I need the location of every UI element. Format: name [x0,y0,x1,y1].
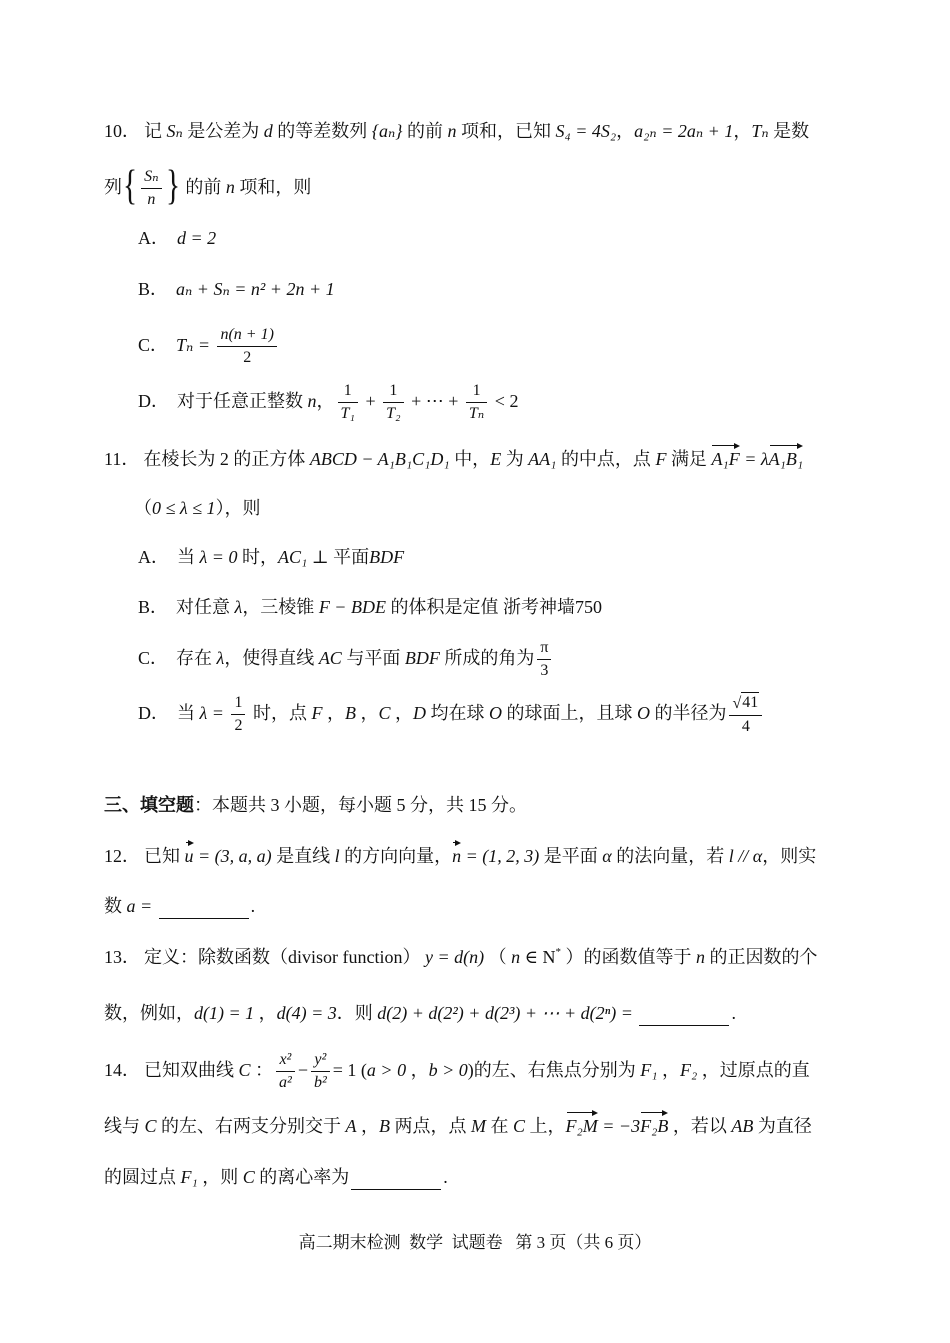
fraction-denominator: T₁ [340,404,355,422]
q10-line-1 [104,108,809,156]
vector-u: u [185,839,194,868]
math-expression: n [307,391,317,412]
math-expression: λ = 0 [199,547,238,568]
vector-n: n [452,839,461,868]
fraction-numerator: π [537,638,551,659]
math-expression: = (1, 2, 3) [461,846,540,867]
fraction [383,381,403,422]
question-text: 中， [449,449,491,470]
math-expression: F [311,703,323,724]
math-expression: λ [216,648,225,669]
question-text: 是公差为 [182,121,264,142]
question-text: ： [250,1060,274,1081]
math-expression: C [378,703,391,724]
math-expression: y = d(n) [425,947,485,968]
math-expression: AA₁ [528,449,557,470]
right-brace: } [165,163,180,209]
fraction-numerator: y² [311,1050,330,1071]
math-expression: aₙ + Sₙ = n² + 2n + 1 [176,279,335,300]
question-text: 线与 [104,1116,145,1137]
question-text: 的半径为 [649,703,727,724]
question-text: 的中点，点 [556,449,656,470]
q13-line-1 [104,934,817,982]
question-text: ， [355,703,379,724]
question-text: （ [134,498,152,519]
section-description: ：本题共 3 小题，每小题 5 分，共 15 分。 [194,795,527,816]
fraction-denominator: T₂ [386,404,401,422]
question-text: ， [322,703,345,724]
q12-line-2 [104,883,255,931]
math-operator: + ⋯ + [406,391,463,412]
fraction-numerator: Sₙ [141,167,161,188]
math-expression: F₂ [680,1060,698,1081]
question-text: 与平面 [341,648,405,669]
q13-line-2 [104,990,736,1038]
question-text: 项和，已知 [456,121,556,142]
question-text: 记 [144,121,167,142]
fraction [276,1050,295,1091]
question-text: 的离心率为 [254,1167,350,1188]
question-text: ， [657,1060,680,1081]
question-text: ， [390,703,413,724]
q14-line-2 [104,1103,812,1151]
question-text: ，若以 [668,1116,732,1137]
math-expression: F₁ [640,1060,658,1081]
fraction-denominator: 2 [243,348,252,366]
fraction [537,638,551,679]
radical-sign: √ [732,695,742,713]
fraction-numerator: 1 [383,381,403,402]
question-text: 时， [237,547,278,568]
question-text: ），则 [215,498,261,519]
option-label: C． [138,648,169,669]
option-label: B． [138,597,169,618]
math-expression: C [513,1116,526,1137]
math-expression: BDF [404,648,440,669]
question-text: 时，点 [248,703,312,724]
math-expression: S₄ = 4S₂ [555,121,617,142]
question-text: 两点，点 [390,1116,472,1137]
question-text: ， [406,1060,429,1081]
question-text: 列 [104,177,122,198]
fraction-denominator: b² [313,1073,327,1091]
question-text: ，过原点的直 [697,1060,810,1081]
q11-option-c [138,635,554,683]
question-text: 的体积是定值 [385,597,503,618]
fraction-numerator: 1 [466,381,487,402]
question-text: 的等差数列 [272,121,372,142]
math-expression: AC₁ ⊥ [277,547,334,568]
question-text: ， [316,391,335,412]
radicand: 41 [742,694,759,712]
question-text: 的方向向量， [339,846,453,867]
question-text: . [250,896,256,917]
q11-option-d [138,690,765,738]
math-expression: b > 0 [428,1060,468,1081]
math-expression: n [225,177,235,198]
question-number: 11． [104,449,140,470]
page-footer: 高二期末检测 数学 试题卷 第 3 页（共 6 页） [298,1233,652,1252]
q10-line-2 [104,164,311,212]
math-expression: O [636,703,650,724]
fraction [141,167,161,208]
question-text: 对于任意正整数 [177,391,308,412]
math-expression: B [379,1116,391,1137]
q10-option-b [138,266,335,314]
question-text: 的前 [180,177,226,198]
question-text: 上， [525,1116,566,1137]
math-expression: M [471,1116,487,1137]
vector-f2m: F₂M [566,1109,598,1138]
question-text: 为直径 [753,1116,812,1137]
question-text: 存在 [176,648,217,669]
fraction [311,1050,330,1091]
option-label: A． [138,547,169,568]
math-expression: {aₙ} [371,121,403,142]
math-operator: − [297,1060,308,1081]
math-expression: α [602,846,612,867]
option-label: A． [138,228,169,249]
math-expression: d(4) = 3 [276,1003,337,1024]
question-text: 当 [177,547,200,568]
answer-blank [159,896,249,919]
question-text: 数，例如， [104,1003,194,1024]
math-expression: O [488,703,502,724]
q11-line-2 [134,485,261,533]
question-text: ， [254,1003,277,1024]
option-label: D． [138,391,169,412]
question-text: )的左、右焦点分别为 [467,1060,641,1081]
question-number: 13． [104,947,140,968]
question-text: 平面 [333,547,370,568]
math-expression: = 1 ( [332,1060,367,1081]
fraction-numerator: 1 [338,381,358,402]
fraction-numerator [729,692,762,715]
math-expression: l // α [728,846,763,867]
question-text: 是数 [768,121,810,142]
section-header [104,782,527,830]
math-expression: < 2 [490,391,519,412]
question-text: . [731,1003,736,1024]
inline-watermark-text: 浙考神墙750 [502,597,602,618]
math-expression: d = 2 [177,228,217,249]
math-expression: l [334,846,340,867]
math-expression: d(2) + d(2²) + d(2³) + ⋯ + d(2ⁿ) = [377,1003,638,1024]
math-expression: a = [126,896,157,917]
question-text: 的圆过点 [104,1167,181,1188]
question-text: ．则 [336,1003,378,1024]
question-text: ， [356,1116,380,1137]
question-text: 数 [104,896,127,917]
question-text: 已知 [144,846,185,867]
math-expression: d(1) = 1 [194,1003,255,1024]
question-number: 14． [104,1060,140,1081]
math-expression: BDF [369,547,405,568]
q11-option-b [138,584,602,632]
math-expression: λ = [199,703,229,724]
question-text: 对任意 [176,597,235,618]
option-label: D． [138,703,169,724]
q10-option-a [138,215,216,263]
vector-a1f: A₁F [711,442,739,471]
question-text: ， [733,121,752,142]
math-expression: AC [318,648,342,669]
question-text: . [443,1167,448,1188]
section-title: 三、填空题 [104,795,194,816]
question-number: 10． [104,121,140,142]
superscript: * [555,945,561,958]
math-expression: D [412,703,426,724]
fraction-denominator: 3 [540,661,549,679]
answer-blank [351,1167,441,1190]
option-label: C． [138,335,169,356]
question-text: ）的函数值等于 [560,947,696,968]
math-expression: E [490,449,502,470]
question-text: 定义：除数函数（divisor function） [144,947,425,968]
natural-numbers-symbol: N [542,947,556,968]
question-text: ，则 [197,1167,243,1188]
math-expression: C [144,1116,157,1137]
question-text: 在棱长为 2 的正方体 [143,449,310,470]
math-expression: 0 ≤ λ ≤ 1 [152,498,216,519]
q10-option-d [138,378,518,426]
question-text: ， [616,121,635,142]
q12-line-1 [104,833,816,881]
math-expression: n [695,947,705,968]
math-expression: = −3 [597,1116,641,1137]
question-text: 在 [486,1116,514,1137]
vector-f2b: F₂B [640,1109,668,1138]
question-text: 是直线 [271,846,335,867]
math-expression: Tₙ [751,121,769,142]
question-text: ，使得直线 [224,648,319,669]
math-expression: a₂ₙ = 2aₙ + 1 [634,121,734,142]
fraction [338,381,358,422]
math-expression: n [447,121,457,142]
left-brace: { [123,163,138,209]
math-expression: λ [234,597,243,618]
math-expression: A [345,1116,357,1137]
option-label: B． [138,279,169,300]
question-text: ，三棱锥 [242,597,319,618]
math-operator: + [360,391,381,412]
math-expression: Sₙ [166,121,183,142]
math-expression: F₁ [180,1167,198,1188]
question-text: 当 [177,703,200,724]
math-expression: a > 0 [366,1060,407,1081]
fraction-denominator: n [147,190,156,208]
math-expression: C [238,1060,251,1081]
question-text: （ [484,947,512,968]
fraction-denominator: a² [279,1073,292,1091]
question-text: 是平面 [539,846,603,867]
fraction-numerator: n(n + 1) [217,325,276,346]
fraction [217,325,276,366]
math-expression: d [263,121,273,142]
question-text: 所成的角为 [439,648,535,669]
fraction-denominator: 2 [234,716,243,734]
question-text: ，则实 [762,846,817,867]
fraction [466,381,487,422]
fraction-denominator: Tₙ [468,404,485,422]
q14-line-1 [104,1047,810,1095]
question-text: 的球面上，且球 [501,703,637,724]
math-expression: n ∈ [511,947,543,968]
fraction-numerator: 1 [231,693,245,714]
q11-line-1 [104,436,803,484]
math-expression: F − BDE [318,597,386,618]
math-expression: F [655,449,667,470]
question-text: 的正因数的个 [704,947,818,968]
q10-option-c [138,322,280,370]
question-text: 均在球 [425,703,489,724]
question-text: 项和，则 [234,177,312,198]
vector-a1b1: A₁B₁ [769,442,804,471]
question-number: 12． [104,846,140,867]
fraction [729,692,762,735]
question-text: 满足 [666,449,712,470]
fraction-numerator: x² [276,1050,295,1071]
q11-option-a [138,534,404,582]
math-expression: B [344,703,356,724]
fraction [231,693,245,734]
question-text: 的前 [402,121,448,142]
math-expression: = (3, a, a) [193,846,272,867]
fraction-denominator: 4 [741,717,750,735]
q14-line-3 [104,1154,448,1202]
question-text: 为 [501,449,529,470]
math-expression: C [242,1167,255,1188]
question-text: 的法向量，若 [611,846,729,867]
question-text: 的左、右两支分别交于 [156,1116,346,1137]
math-expression: Tₙ = [176,335,215,356]
answer-blank [639,1003,729,1026]
math-expression: AB [731,1116,754,1137]
math-expression: ABCD − A₁B₁C₁D₁ [309,449,450,470]
question-text: 已知双曲线 [144,1060,239,1081]
math-expression: = λ [739,449,769,470]
